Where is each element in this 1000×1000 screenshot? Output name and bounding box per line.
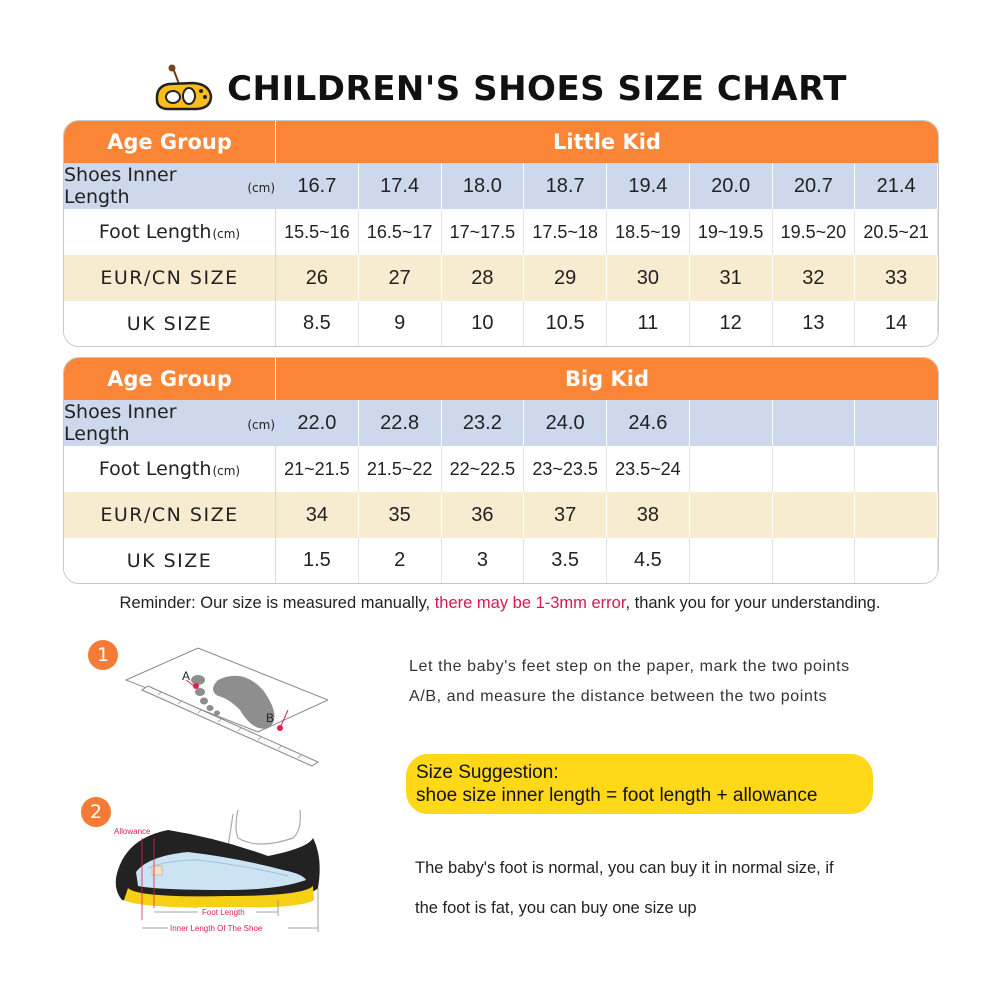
title-bar (0, 64, 1000, 114)
row-label: Foot Length (cm) (64, 209, 276, 255)
svg-text:Inner Length Of The Shoe: Inner Length Of The Shoe (170, 924, 263, 933)
table-cell: 10.5 (524, 301, 607, 346)
table-cell: 21.5~22 (359, 446, 442, 492)
table-cell: 10 (442, 301, 525, 346)
table-cell: 24.6 (607, 400, 690, 446)
table-cell: 32 (773, 255, 856, 301)
size-table-big-kid (63, 357, 939, 584)
table-cell: 9 (359, 301, 442, 346)
table-cell: 19~19.5 (690, 209, 773, 255)
svg-text:Foot Length: Foot Length (202, 908, 245, 917)
table-cell: 18.0 (442, 163, 525, 209)
table-cell: 27 (359, 255, 442, 301)
table-cell: 3.5 (524, 538, 607, 583)
table-cell: 3 (442, 538, 525, 583)
table-cell: 26 (276, 255, 359, 301)
table-cell (855, 400, 938, 446)
eur-cn-size-row (64, 492, 938, 538)
table-cell: 36 (442, 492, 525, 538)
table-cell: 23.5~24 (607, 446, 690, 492)
table-cell: 15.5~16 (276, 209, 359, 255)
table-cell (690, 400, 773, 446)
inner-length-row (64, 163, 938, 209)
row-label: EUR/CN SIZE (64, 492, 276, 538)
table-cell: 20.0 (690, 163, 773, 209)
table-cell (855, 446, 938, 492)
svg-text:Allowance: Allowance (114, 827, 151, 836)
foot-measure-illustration (118, 640, 328, 775)
reminder-text: Reminder: Our size is measured manually, there may be 1-3mm error, thank you for your understanding. (119, 594, 881, 612)
row-label: Shoes Inner Length (cm) (64, 401, 275, 445)
table-cell: 24.0 (524, 400, 607, 446)
table-header-row (64, 358, 938, 400)
table-cell: 16.7 (276, 163, 359, 209)
table-cell: 37 (524, 492, 607, 538)
group-name: Little Kid (553, 130, 661, 154)
table-cell: 23.2 (442, 400, 525, 446)
row-label: Shoes Inner Length (cm) (64, 164, 275, 208)
table-cell: 21.4 (855, 163, 938, 209)
table-cell: 2 (359, 538, 442, 583)
table-cell: 12 (690, 301, 773, 346)
table-cell: 30 (607, 255, 690, 301)
uk-size-row (64, 538, 938, 583)
table-cell (773, 492, 856, 538)
table-cell: 18.5~19 (607, 209, 690, 255)
table-cell: 19.5~20 (773, 209, 856, 255)
table-cell: 4.5 (607, 538, 690, 583)
foot-length-row (64, 446, 938, 492)
table-cell (773, 538, 856, 583)
table-cell (690, 492, 773, 538)
table-cell: 38 (607, 492, 690, 538)
table-cell (773, 446, 856, 492)
size-suggestion-box (406, 754, 873, 814)
table-cell: 22.8 (359, 400, 442, 446)
table-cell: 1.5 (276, 538, 359, 583)
step-1-instructions: Let the baby's feet step on the paper, mark the two points A/B, and measure the distance between the two points (409, 658, 850, 705)
age-group-label: Age Group (64, 358, 276, 400)
table-cell: 16.5~17 (359, 209, 442, 255)
table-cell (690, 538, 773, 583)
table-cell: 31 (690, 255, 773, 301)
table-cell: 35 (359, 492, 442, 538)
row-label: Foot Length (cm) (64, 446, 276, 492)
page-title: CHILDREN'S SHOES SIZE CHART (227, 69, 847, 109)
step-1-badge: 1 (88, 640, 118, 670)
table-cell: 20.7 (773, 163, 856, 209)
table-cell: 18.7 (524, 163, 607, 209)
row-label: EUR/CN SIZE (64, 255, 276, 301)
table-cell: 8.5 (276, 301, 359, 346)
table-cell: 34 (276, 492, 359, 538)
table-cell: 17.5~18 (524, 209, 607, 255)
table-cell: 17.4 (359, 163, 442, 209)
uk-size-row (64, 301, 938, 346)
table-cell (690, 446, 773, 492)
age-group-label: Age Group (64, 121, 276, 163)
table-cell: 11 (607, 301, 690, 346)
svg-text:B: B (266, 711, 275, 725)
table-cell: 20.5~21 (855, 209, 938, 255)
fit-advice-text: The baby's foot is normal, you can buy it in normal size, if the foot is fat, you can buy one size up (415, 859, 834, 917)
shoe-cross-section-illustration (108, 808, 328, 938)
table-cell: 19.4 (607, 163, 690, 209)
row-label: UK SIZE (64, 301, 276, 346)
table-cell: 33 (855, 255, 938, 301)
table-cell: 21~21.5 (276, 446, 359, 492)
eur-cn-size-row (64, 255, 938, 301)
suggestion-heading: Size Suggestion: (416, 762, 559, 783)
table-cell: 22.0 (276, 400, 359, 446)
step-2-badge: 2 (81, 797, 111, 827)
table-cell: 13 (773, 301, 856, 346)
table-cell: 22~22.5 (442, 446, 525, 492)
kids-shoe-icon (153, 64, 215, 114)
inner-length-row (64, 400, 938, 446)
suggestion-formula: shoe size inner length = foot length + allowance (416, 785, 818, 806)
foot-length-row (64, 209, 938, 255)
group-name: Big Kid (564, 367, 650, 391)
table-cell (855, 492, 938, 538)
table-cell: 29 (524, 255, 607, 301)
table-cell (773, 400, 856, 446)
svg-text:A: A (182, 669, 191, 683)
table-header-row (64, 121, 938, 163)
table-cell: 14 (855, 301, 938, 346)
row-label: UK SIZE (64, 538, 276, 583)
table-cell: 23~23.5 (524, 446, 607, 492)
table-cell: 28 (442, 255, 525, 301)
size-table-little-kid (63, 120, 939, 347)
error-highlight: there may be 1-3mm error (434, 594, 626, 612)
table-cell (855, 538, 938, 583)
table-cell: 17~17.5 (442, 209, 525, 255)
